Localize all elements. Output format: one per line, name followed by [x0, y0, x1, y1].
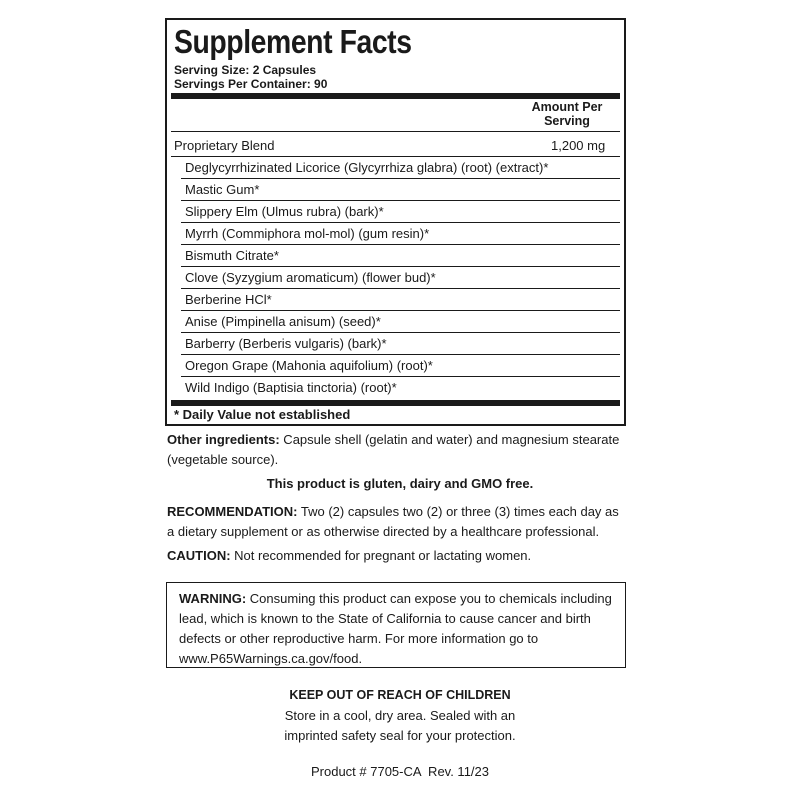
serving-size: Serving Size: 2 Capsules — [174, 63, 317, 77]
amount-header-line1: Amount Per — [531, 100, 603, 114]
other-ingredients-text: Capsule shell (gelatin and water) and magnesium stearate (vegetable source). — [167, 432, 620, 467]
other-ingredients-label: Other ingredients: — [167, 432, 280, 447]
ingredient-row — [171, 333, 620, 355]
blend-row — [171, 135, 620, 157]
recommendation-label: RECOMMENDATION: — [167, 504, 298, 519]
product-code: Product # 7705-CA Rev. 11/23 — [310, 764, 489, 779]
ingredient-name: Slippery Elm (Ulmus rubra) (bark)* — [185, 204, 384, 219]
ingredient-name: Deglycyrrhizinated Licorice (Glycyrrhiza glabra) (root) (extract)* — [185, 160, 549, 175]
other-ingredients — [167, 430, 627, 470]
ingredient-name: Oregon Grape (Mahonia aquifolium) (root)* — [185, 358, 433, 373]
storage-line-2: imprinted safety seal for your protection. — [284, 728, 516, 743]
caution — [167, 546, 627, 566]
blend-name: Proprietary Blend — [174, 138, 275, 153]
keep-out-of-reach-heading: KEEP OUT OF REACH OF CHILDREN — [289, 688, 511, 702]
thick-divider-bottom — [171, 400, 620, 406]
ingredient-row — [171, 179, 620, 201]
ingredient-name: Myrrh (Commiphora mol-mol) (gum resin)* — [185, 226, 430, 241]
supplement-facts-panel — [165, 18, 626, 426]
ingredient-row — [171, 223, 620, 245]
recommendation — [167, 502, 627, 542]
ingredient-name: Barberry (Berberis vulgaris) (bark)* — [185, 336, 387, 351]
ingredient-row — [171, 245, 620, 267]
thick-divider-top — [171, 93, 620, 99]
ingredient-row — [171, 377, 620, 399]
header-divider — [171, 131, 620, 132]
ingredient-row — [171, 311, 620, 333]
ingredient-name: Mastic Gum* — [185, 182, 260, 197]
warning-label: WARNING: — [179, 591, 247, 606]
caution-label: CAUTION: — [167, 548, 231, 563]
servings-per-container: Servings Per Container: 90 — [174, 77, 328, 91]
daily-value-note: * Daily Value not established — [174, 407, 351, 422]
facts-title: Supplement Facts — [174, 23, 412, 60]
ingredient-row — [171, 289, 620, 311]
ingredient-name: Berberine HCl* — [185, 292, 272, 307]
ingredient-row — [171, 201, 620, 223]
prop65-warning-box — [166, 582, 626, 668]
ingredient-row — [171, 355, 620, 377]
ingredient-row — [171, 267, 620, 289]
ingredient-row — [171, 157, 620, 179]
warning-text: Consuming this product can expose you to chemicals including lead, which is known to the State of California to cause cancer and birth defects or other reproductive harm. For more information go to www.P65Warnings.ca.gov/food. — [179, 591, 612, 666]
ingredient-name: Anise (Pimpinella anisum) (seed)* — [185, 314, 381, 329]
recommendation-text: Two (2) capsules two (2) or three (3) times each day as a dietary supplement or as otherwise directed by a healthcare professional. — [167, 504, 619, 539]
storage-line-1: Store in a cool, dry area. Sealed with an — [284, 708, 516, 723]
gluten-dairy-gmo-free: This product is gluten, dairy and GMO free. — [266, 476, 534, 491]
amount-per-serving-header — [522, 100, 612, 128]
ingredient-name: Wild Indigo (Baptisia tinctoria) (root)* — [185, 380, 397, 395]
blend-amount: 1,200 mg — [551, 138, 606, 153]
ingredient-name: Clove (Syzygium aromaticum) (flower bud)* — [185, 270, 436, 285]
caution-text: Not recommended for pregnant or lactating women. — [230, 548, 532, 563]
amount-header-line2: Serving — [544, 114, 590, 128]
ingredient-name: Bismuth Citrate* — [185, 248, 279, 263]
